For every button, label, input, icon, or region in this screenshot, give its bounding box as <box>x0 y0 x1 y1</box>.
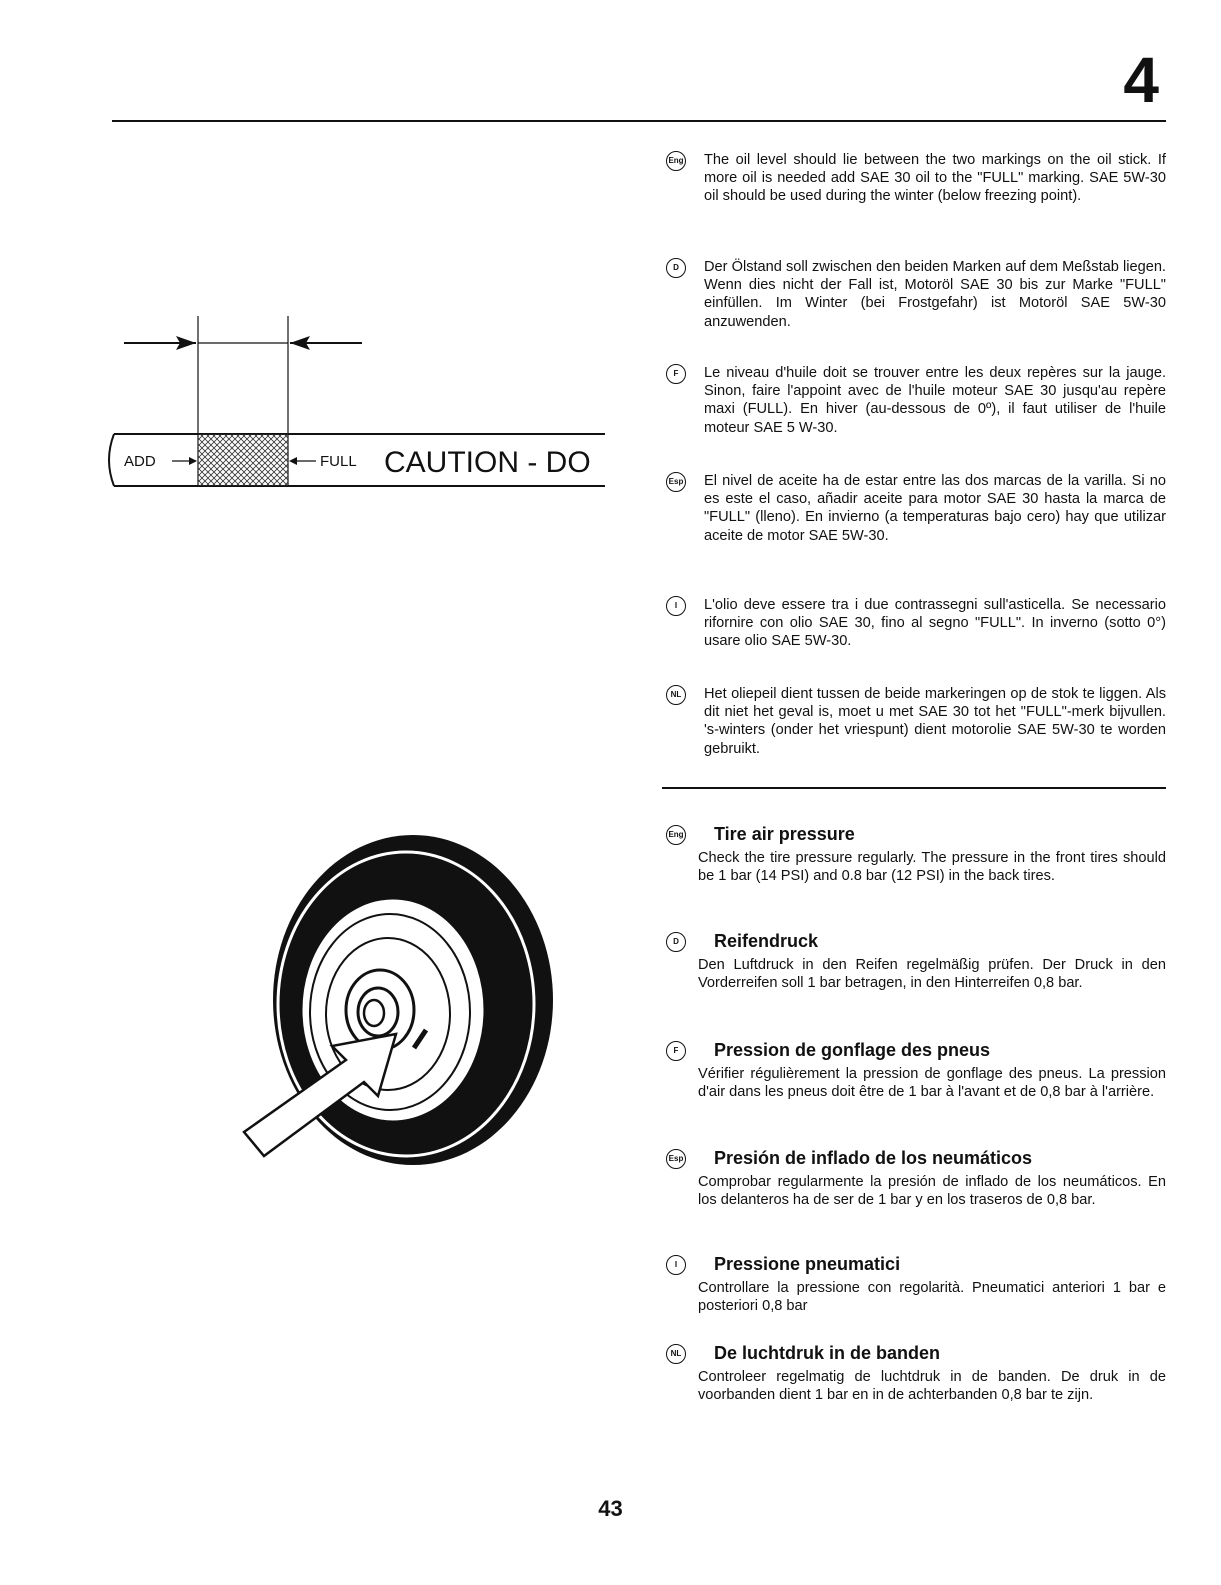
paragraph-text: Den Luftdruck in den Reifen regelmäßig prüfen. Der Druck in den Vorderreifen soll 1 bar betragen, in den Hinterreifen 0,8 bar. <box>698 957 1166 992</box>
oil-level-eng <box>666 151 1166 206</box>
dipstick-add-label: ADD <box>124 453 156 470</box>
language-nl-icon: NL <box>666 685 686 705</box>
language-it-icon: I <box>666 596 686 616</box>
tire-pressure-it <box>666 1253 1166 1315</box>
language-nl-icon: NL <box>666 1344 686 1364</box>
paragraph-text: Le niveau d'huile doit se trouver entre les deux repères sur la jauge. Sinon, faire l'appoint avec de l'huile moteur SAE 30 jusqu'au repère maxi (FULL). En hiver (au-dessous de 0º), il faut utiliser de l'huile moteur SAE 5 W-30. <box>704 365 1166 436</box>
tire-pressure-de <box>666 930 1166 992</box>
oil-level-de <box>666 258 1166 331</box>
language-fr-icon: F <box>666 1041 686 1061</box>
oil-level-it <box>666 596 1166 651</box>
section-title: Presión de inflado de los neumáticos <box>714 1148 1033 1168</box>
section-title: Pressione pneumatici <box>714 1254 901 1274</box>
language-eng-icon: Eng <box>666 825 686 845</box>
paragraph-text: Check the tire pressure regularly. The pressure in the front tires should be 1 bar (14 PSI) and 0.8 bar (12 PSI) in the back tires. <box>698 850 1166 885</box>
language-fr-icon: F <box>666 364 686 384</box>
language-eng-icon: Eng <box>666 151 686 171</box>
paragraph-text: L'olio deve essere tra i due contrassegni sull'asticella. Se necessario rifornire con olio SAE 30, fino al segno "FULL". In inverno (sotto 0°) usare olio SAE 5W-30. <box>704 597 1166 650</box>
dipstick-caution-label: CAUTION - DO <box>384 446 591 479</box>
tire-illustration <box>228 820 588 1170</box>
section-divider <box>662 787 1166 789</box>
language-es-icon: Esp <box>666 472 686 492</box>
tire-pressure-fr <box>666 1039 1166 1101</box>
paragraph-text: Het oliepeil dient tussen de beide markeringen op de stok te liggen. Als dit niet het geval is, moet u met SAE 30 tot het "FULL"-merk bijvullen. 's-winters (onder het vriespunt) dient motorolie SAE 5W-30 te worden gebruikt. <box>704 686 1166 757</box>
paragraph-text: Vérifier régulièrement la pression de gonflage des pneus. La pression d'air dans les pneus doit être de 1 bar à l'avant et de 0,8 bar à l'arrière. <box>698 1066 1166 1101</box>
language-it-icon: I <box>666 1255 686 1275</box>
language-de-icon: D <box>666 932 686 952</box>
paragraph-text: Controllare la pressione con regolarità. Pneumatici anteriori 1 bar e posteriori 0,8 bar <box>698 1280 1166 1315</box>
oil-level-fr <box>666 364 1166 437</box>
section-title: Tire air pressure <box>714 824 855 844</box>
paragraph-text: Comprobar regularmente la presión de inflado de los neumáticos. En los delanteros ha de ser de 1 bar y en los traseros de 0,8 bar. <box>698 1174 1166 1209</box>
language-es-icon: Esp <box>666 1149 686 1169</box>
paragraph-text: Der Ölstand soll zwischen den beiden Marken auf dem Meßstab liegen. Wenn dies nicht der Fall ist, Motoröl SAE 30 bis zur Marke "FULL" einfüllen. Im Winter (bei Frostgefahr) ist Motoröl SAE 5W-30 anzuwenden. <box>704 259 1166 330</box>
tire-pressure-es <box>666 1147 1166 1209</box>
oil-level-nl <box>666 685 1166 758</box>
tire-pressure-nl <box>666 1342 1166 1404</box>
language-de-icon: D <box>666 258 686 278</box>
section-title: De luchtdruk in de banden <box>714 1343 941 1363</box>
chapter-number: 4 <box>1123 44 1159 116</box>
section-title: Pression de gonflage des pneus <box>714 1040 991 1060</box>
page-number: 43 <box>598 1496 623 1521</box>
oil-level-es <box>666 472 1166 545</box>
tire-pressure-eng <box>666 823 1166 885</box>
paragraph-text: Controleer regelmatig de luchtdruk in de banden. De druk in de voorbanden dient 1 bar en in de achterbanden 0,8 bar te zijn. <box>698 1369 1166 1404</box>
section-title: Reifendruck <box>714 931 819 951</box>
paragraph-text: El nivel de aceite ha de estar entre las dos marcas de la varilla. Si no es este el caso, añadir aceite para motor SAE 30 hasta la marca de "FULL" (lleno). En invierno (a temperaturas bajo cero) hay que utilizar aceite de motor SAE 5W-30. <box>704 473 1166 544</box>
dipstick-full-label: FULL <box>320 453 357 470</box>
paragraph-text: The oil level should lie between the two markings on the oil stick. If more oil is needed add SAE 30 oil to the "FULL" marking. SAE 5W-30 oil should be used during the winter (below freezing point). <box>704 152 1166 205</box>
top-divider <box>112 120 1166 122</box>
